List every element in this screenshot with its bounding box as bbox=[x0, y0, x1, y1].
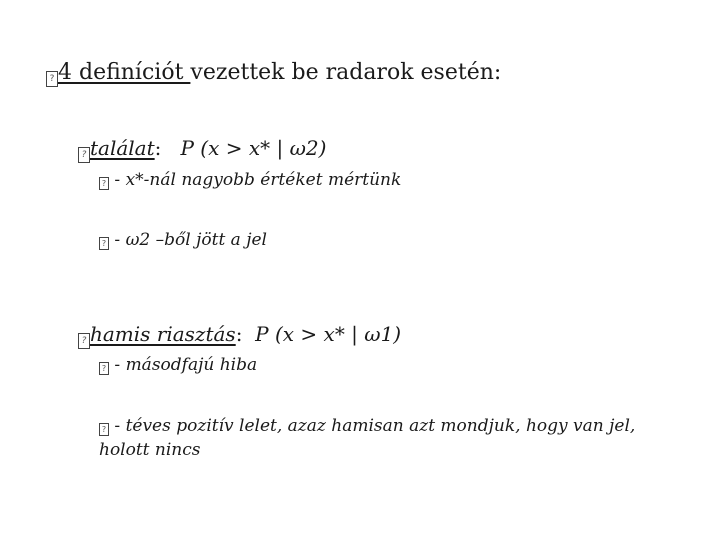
false-alarm-item-1-text: másodfajú hiba bbox=[125, 355, 258, 375]
square-bullet-icon: ? bbox=[46, 71, 58, 87]
square-bullet-icon: ? bbox=[78, 333, 90, 349]
square-bullet-icon: ? bbox=[99, 423, 109, 436]
false-alarm-item-2 bbox=[99, 414, 679, 462]
false-alarm-item-2-text: téves pozitív lelet, azaz hamisan azt mondjuk, hogy van jel, holott nincs bbox=[99, 416, 636, 460]
hit-item-1 bbox=[99, 170, 401, 190]
hit-item-2-dash: - bbox=[114, 230, 121, 250]
false-alarm-term: hamis riasztás bbox=[90, 322, 236, 346]
false-alarm-item-1-dash: - bbox=[114, 355, 121, 375]
square-bullet-icon: ? bbox=[78, 147, 90, 163]
hit-item-2 bbox=[99, 230, 267, 250]
false-alarm-colon: : bbox=[235, 322, 243, 346]
hit-formula: P (x > x* | ω2) bbox=[180, 136, 327, 160]
hit-line bbox=[78, 136, 326, 163]
square-bullet-icon: ? bbox=[99, 177, 109, 190]
hit-colon: : bbox=[154, 136, 162, 160]
false-alarm-line bbox=[78, 322, 401, 349]
false-alarm-item-2-dash: - bbox=[114, 416, 121, 436]
hit-term: találat bbox=[90, 136, 155, 160]
heading bbox=[46, 60, 501, 87]
hit-item-1-text: x*-nál nagyobb értéket mértünk bbox=[125, 170, 402, 190]
heading-rest: vezettek be radarok esetén: bbox=[190, 60, 502, 85]
hit-item-1-dash: - bbox=[114, 170, 121, 190]
hit-item-2-text: ω2 –ből jött a jel bbox=[125, 230, 267, 250]
heading-underlined: 4 definíciót bbox=[58, 60, 191, 85]
square-bullet-icon: ? bbox=[99, 362, 109, 375]
false-alarm-formula: P (x > x* | ω1) bbox=[255, 322, 402, 346]
square-bullet-icon: ? bbox=[99, 237, 109, 250]
false-alarm-item-1 bbox=[99, 355, 257, 375]
